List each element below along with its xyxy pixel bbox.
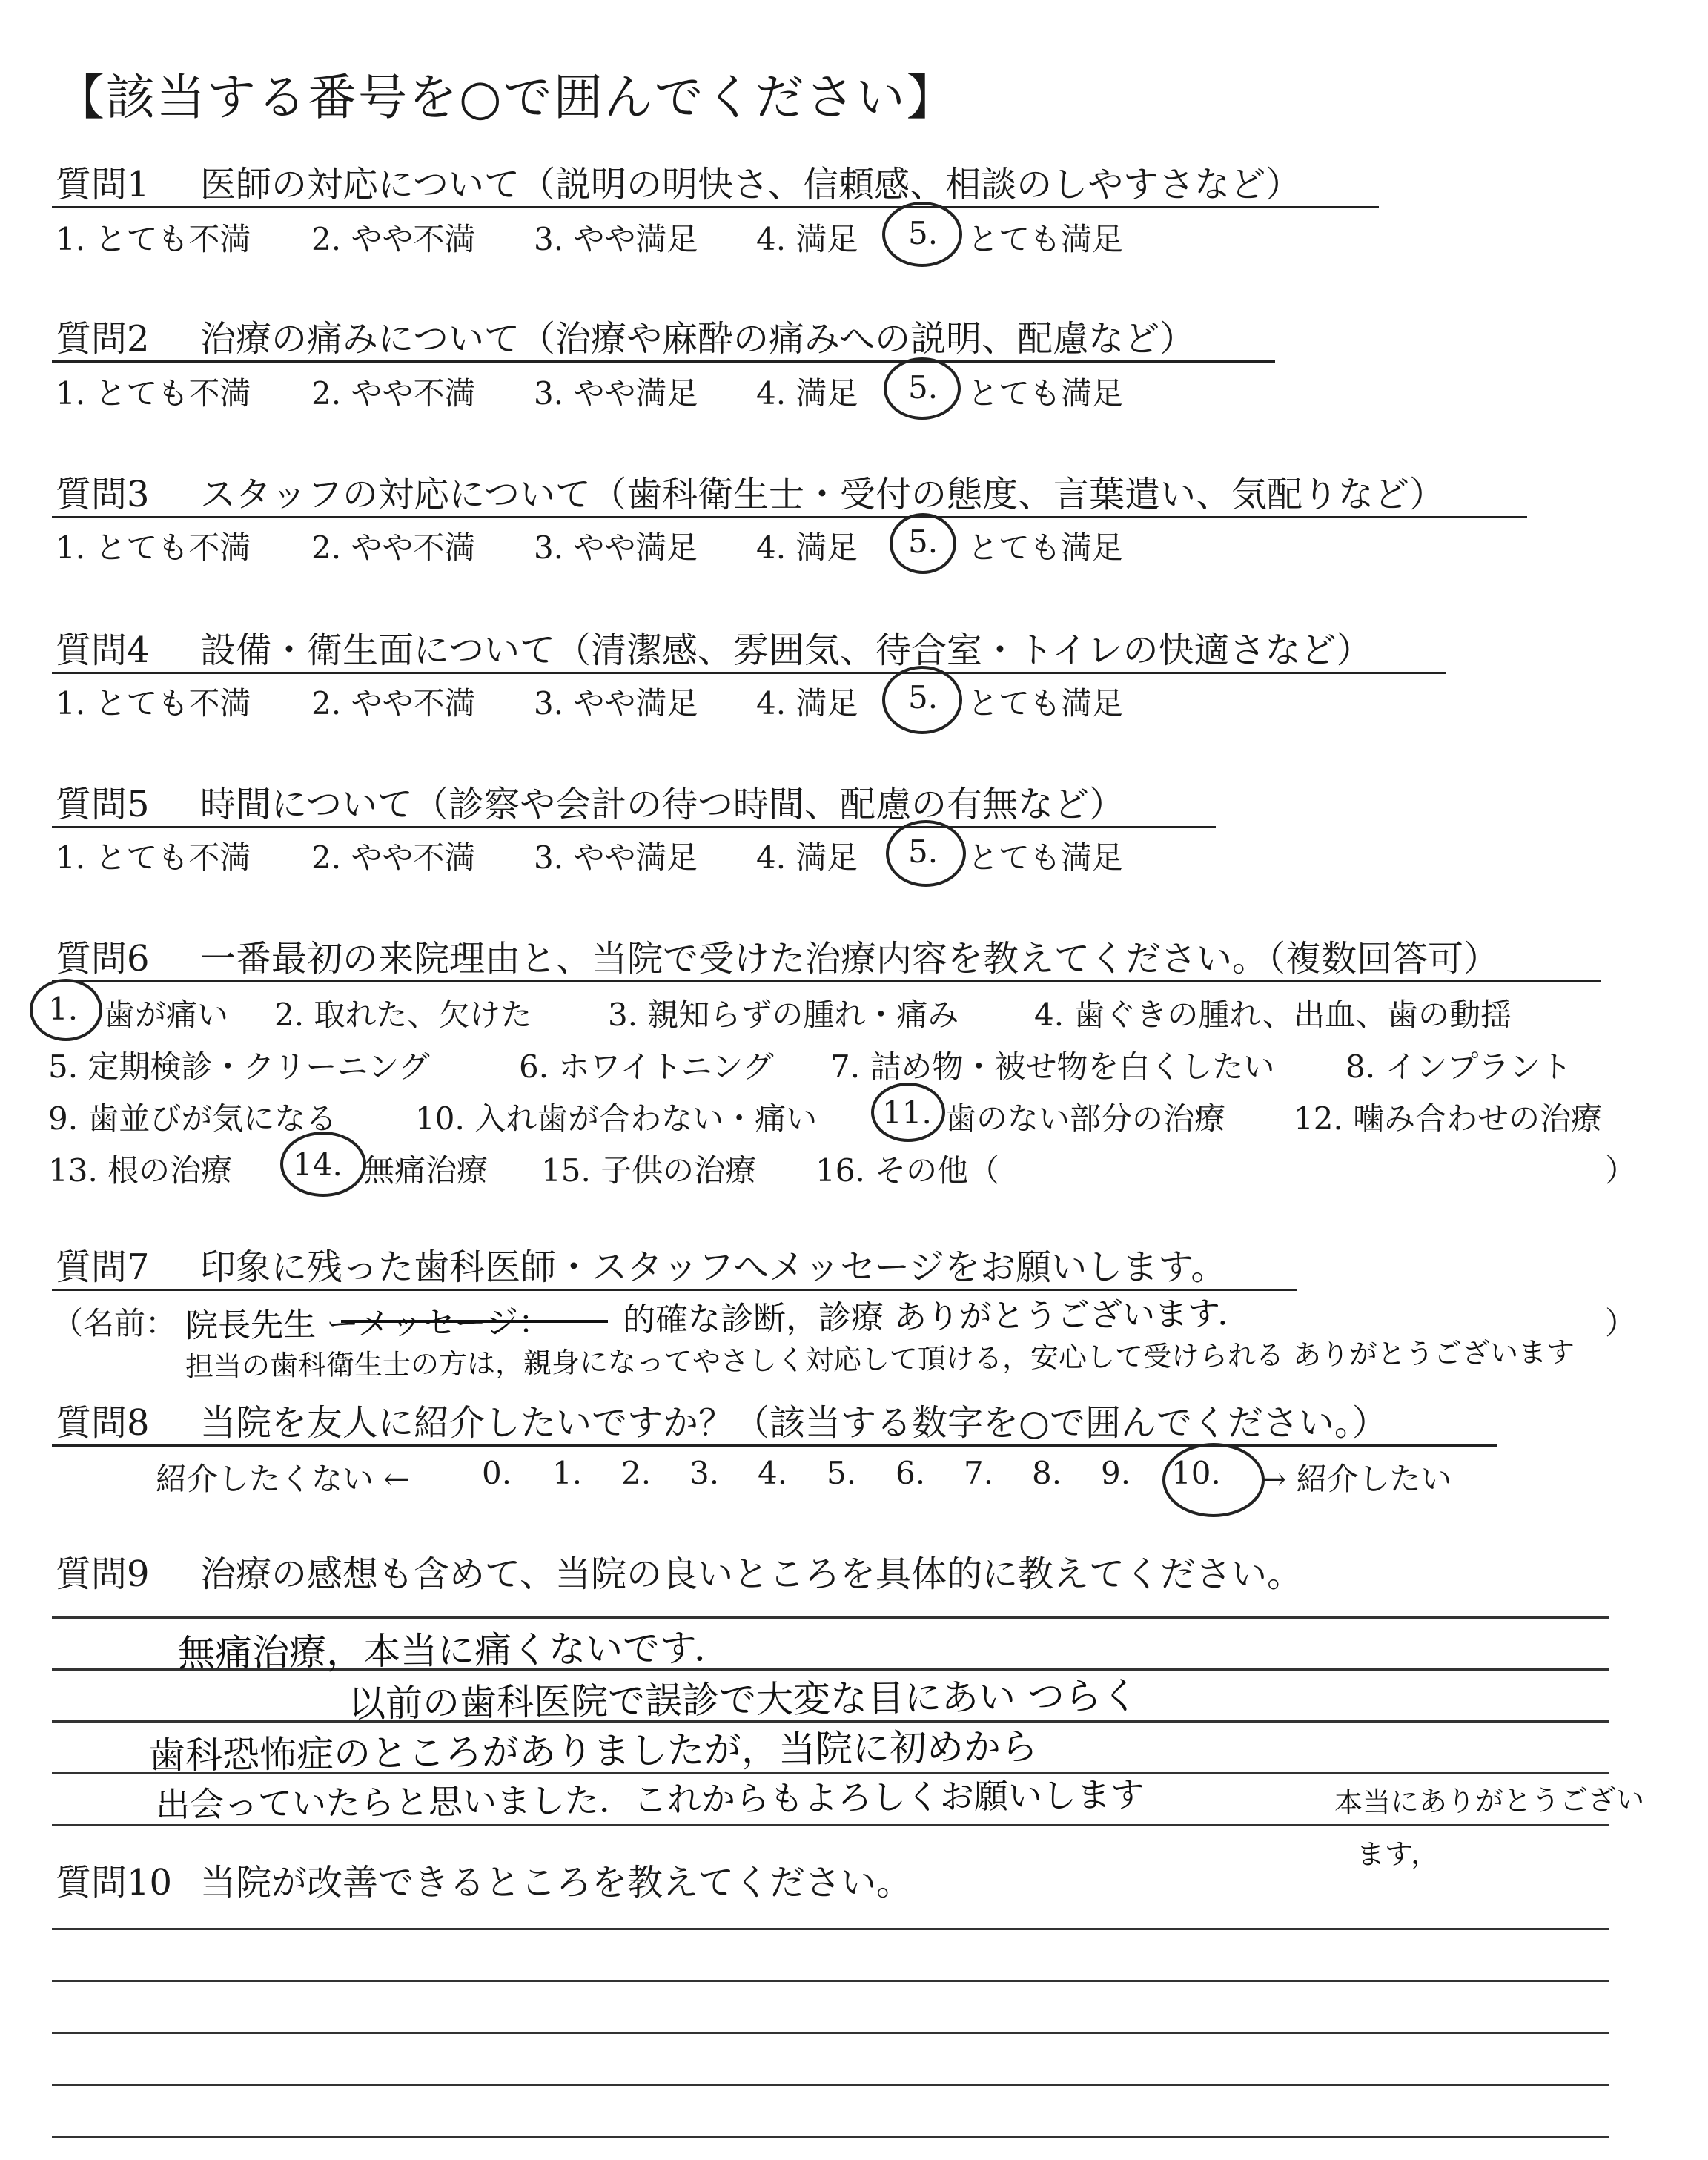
underline [52, 360, 1275, 363]
scale-option-4[interactable]: 4. [758, 1455, 788, 1491]
option-1[interactable]: 1. とても不満 [56, 685, 251, 721]
scale-option-9[interactable]: 9. [1101, 1455, 1131, 1491]
option-5[interactable]: 5. [908, 215, 939, 251]
option-5[interactable]: 5. [908, 833, 939, 870]
option-2[interactable]: 2. やや不満 [311, 529, 476, 566]
question-text: 当院が改善できるところを教えてください。 [200, 1862, 913, 1903]
question-text: 当院を友人に紹介したいですか？（該当する数字を○で囲んでください。） [200, 1402, 1388, 1444]
selection-circle [886, 820, 966, 887]
q6-option-7[interactable]: 7. 詰め物・被せ物を白くしたい [830, 1048, 1275, 1085]
scale-right-label: → 紹介したい [1260, 1461, 1452, 1497]
option-3[interactable]: 3. やや満足 [534, 221, 698, 257]
q6-option-9[interactable]: 9. 歯並びが気になる [48, 1100, 337, 1137]
question-label: 質問2 [56, 318, 150, 360]
question-text: 設備・衛生面について（清潔感、雰囲気、待合室・トイレの快適さなど） [200, 630, 1372, 671]
ruled-line [52, 1616, 1609, 1619]
q6-other-close: ） [1605, 1152, 1637, 1189]
underline [52, 980, 1601, 982]
name-close: ） [1605, 1305, 1637, 1341]
q6-option-14[interactable]: 14. [293, 1146, 342, 1183]
scale-option-3[interactable]: 3. [689, 1455, 720, 1491]
option-3[interactable]: 3. やや満足 [534, 685, 698, 721]
handwritten-answer-line: 無痛治療，本当に痛くないです． [177, 1626, 732, 1675]
question-label: 質問9 [56, 1553, 150, 1595]
option-4[interactable]: 4. 満足 [756, 529, 858, 566]
handwritten-answer-line: 出会っていたらと思いました．これからもよろしくお願いします [155, 1774, 1145, 1825]
ruled-line [52, 1980, 1609, 1982]
underline [52, 1444, 1497, 1447]
question-text: 治療の痛みについて（治療や麻酔の痛みへの説明、配慮など） [200, 318, 1196, 360]
selection-circle [882, 202, 962, 267]
question-text: 医師の対応について（説明の明快さ、信頼感、相談のしやすさなど） [200, 164, 1302, 205]
q6-option-15[interactable]: 15. 子供の治療 [541, 1152, 757, 1189]
scale-option-2[interactable]: 2. [621, 1455, 652, 1491]
option-2[interactable]: 2. やや不満 [311, 685, 476, 721]
option-5-label: とても満足 [967, 529, 1124, 566]
option-5-label: とても満足 [967, 839, 1124, 876]
name-label: （名前： [52, 1305, 177, 1341]
option-5-label: とても満足 [967, 685, 1124, 721]
ruled-line [52, 2032, 1609, 2034]
selection-circle [871, 1083, 945, 1142]
q6-option-12[interactable]: 12. 噛み合わせの治療 [1294, 1100, 1603, 1137]
selection-circle [884, 357, 961, 420]
strikethrough [341, 1320, 608, 1323]
question-label: 質問3 [56, 474, 150, 515]
handwritten-answer-line: 以前の歯科医院で誤診で大変な目にあい つらく [348, 1674, 1139, 1725]
option-4[interactable]: 4. 満足 [756, 839, 858, 876]
handwritten-struck-text: 院長先生 ーメッセージ： [185, 1303, 552, 1345]
selection-circle [1162, 1443, 1265, 1517]
underline [52, 826, 1216, 828]
scale-option-8[interactable]: 8. [1032, 1455, 1062, 1491]
scale-option-5[interactable]: 5. [827, 1455, 857, 1491]
handwritten-message: 的確な診断，診療 ありがとうございます． [622, 1295, 1251, 1339]
q6-option-11[interactable]: 11. [882, 1094, 932, 1131]
question-label: 質問7 [56, 1246, 150, 1288]
question-text: 印象に残った歯科医師・スタッフへメッセージをお願いします。 [200, 1246, 1227, 1288]
handwritten-answer-line: 歯科恐怖症のところがありましたが，当院に初めから [148, 1725, 1039, 1777]
q6-option-10[interactable]: 10. 入れ歯が合わない・痛い [415, 1100, 818, 1137]
scale-option-0[interactable]: 0. [482, 1455, 512, 1491]
question-text: 時間について（診察や会計の待つ時間、配慮の有無など） [200, 784, 1125, 825]
q6-option-1[interactable]: 1. [48, 991, 79, 1027]
q6-option-1-label: 歯が痛い [104, 997, 229, 1033]
q6-option-16[interactable]: 16. その他（ [815, 1152, 1000, 1189]
scale-option-6[interactable]: 6. [896, 1455, 926, 1491]
option-5-label: とても満足 [967, 221, 1124, 257]
option-5[interactable]: 5. [908, 679, 939, 716]
q6-option-2[interactable]: 2. 取れた、欠けた [274, 997, 532, 1033]
question-text: 治療の感想も含めて、当院の良いところを具体的に教えてください。 [200, 1553, 1303, 1595]
question-label: 質問4 [56, 630, 150, 671]
selection-circle [890, 513, 956, 574]
option-1[interactable]: 1. とても不満 [56, 529, 251, 566]
question-label: 質問8 [56, 1402, 150, 1444]
option-1[interactable]: 1. とても不満 [56, 221, 251, 257]
selection-circle [882, 666, 962, 734]
scale-option-1[interactable]: 1. [552, 1455, 583, 1491]
q6-option-11-label: 歯のない部分の治療 [945, 1100, 1226, 1137]
underline [52, 672, 1446, 674]
q6-option-13[interactable]: 13. 根の治療 [48, 1152, 233, 1189]
option-4[interactable]: 4. 満足 [756, 221, 858, 257]
handwritten-message: 担当の歯科衛生士の方は，親身になってやさしく対応して頂ける，安心して受けられる ありがとうございます [185, 1335, 1575, 1383]
option-5-label: とても満足 [967, 375, 1124, 412]
option-4[interactable]: 4. 満足 [756, 685, 858, 721]
scale-option-7[interactable]: 7. [964, 1455, 994, 1491]
page-header: 【該当する番号を○で囲んでください】 [56, 69, 957, 126]
option-2[interactable]: 2. やや不満 [311, 221, 476, 257]
selection-circle [30, 979, 102, 1041]
question-label: 質問5 [56, 784, 150, 825]
q6-option-4[interactable]: 4. 歯ぐきの腫れ、出血、歯の動揺 [1034, 997, 1512, 1033]
option-1[interactable]: 1. とても不満 [56, 375, 251, 412]
scale-left-label: 紹介したくない ← [156, 1461, 410, 1497]
question-label: 質問1 [56, 164, 150, 205]
option-3[interactable]: 3. やや満足 [534, 375, 698, 412]
q6-option-5[interactable]: 5. 定期検診・クリーニング [48, 1048, 430, 1085]
option-3[interactable]: 3. やや満足 [534, 529, 698, 566]
question-label: 質問10 [56, 1862, 173, 1903]
question-text: 一番最初の来院理由と、当院で受けた治療内容を教えてください。（複数回答可） [200, 938, 1500, 980]
option-5[interactable]: 5. [908, 369, 939, 406]
underline [52, 206, 1379, 208]
option-4[interactable]: 4. 満足 [756, 375, 858, 412]
underline [52, 516, 1527, 518]
ruled-line [52, 2136, 1609, 2138]
q6-option-6[interactable]: 6. ホワイトニング [519, 1048, 774, 1085]
q6-option-3[interactable]: 3. 親知らずの腫れ・痛み [608, 997, 959, 1033]
q6-option-14-label: 無痛治療 [363, 1152, 489, 1189]
question-text: スタッフの対応について（歯科衛生士・受付の態度、言葉遣い、気配りなど） [200, 474, 1446, 515]
q6-option-8[interactable]: 8. インプラント [1345, 1048, 1572, 1085]
handwritten-side-note: 本当にありがとうござい [1334, 1783, 1645, 1819]
option-1[interactable]: 1. とても不満 [56, 839, 251, 876]
option-2[interactable]: 2. やや不満 [311, 375, 476, 412]
option-3[interactable]: 3. やや満足 [534, 839, 698, 876]
option-2[interactable]: 2. やや不満 [311, 839, 476, 876]
option-5[interactable]: 5. [908, 524, 939, 560]
ruled-line [52, 1928, 1609, 1930]
question-label: 質問6 [56, 938, 150, 980]
selection-circle [280, 1132, 366, 1197]
handwritten-side-note: ます， [1356, 1837, 1440, 1871]
scale-option-10[interactable]: 10. [1171, 1455, 1221, 1491]
ruled-line [52, 2084, 1609, 2086]
